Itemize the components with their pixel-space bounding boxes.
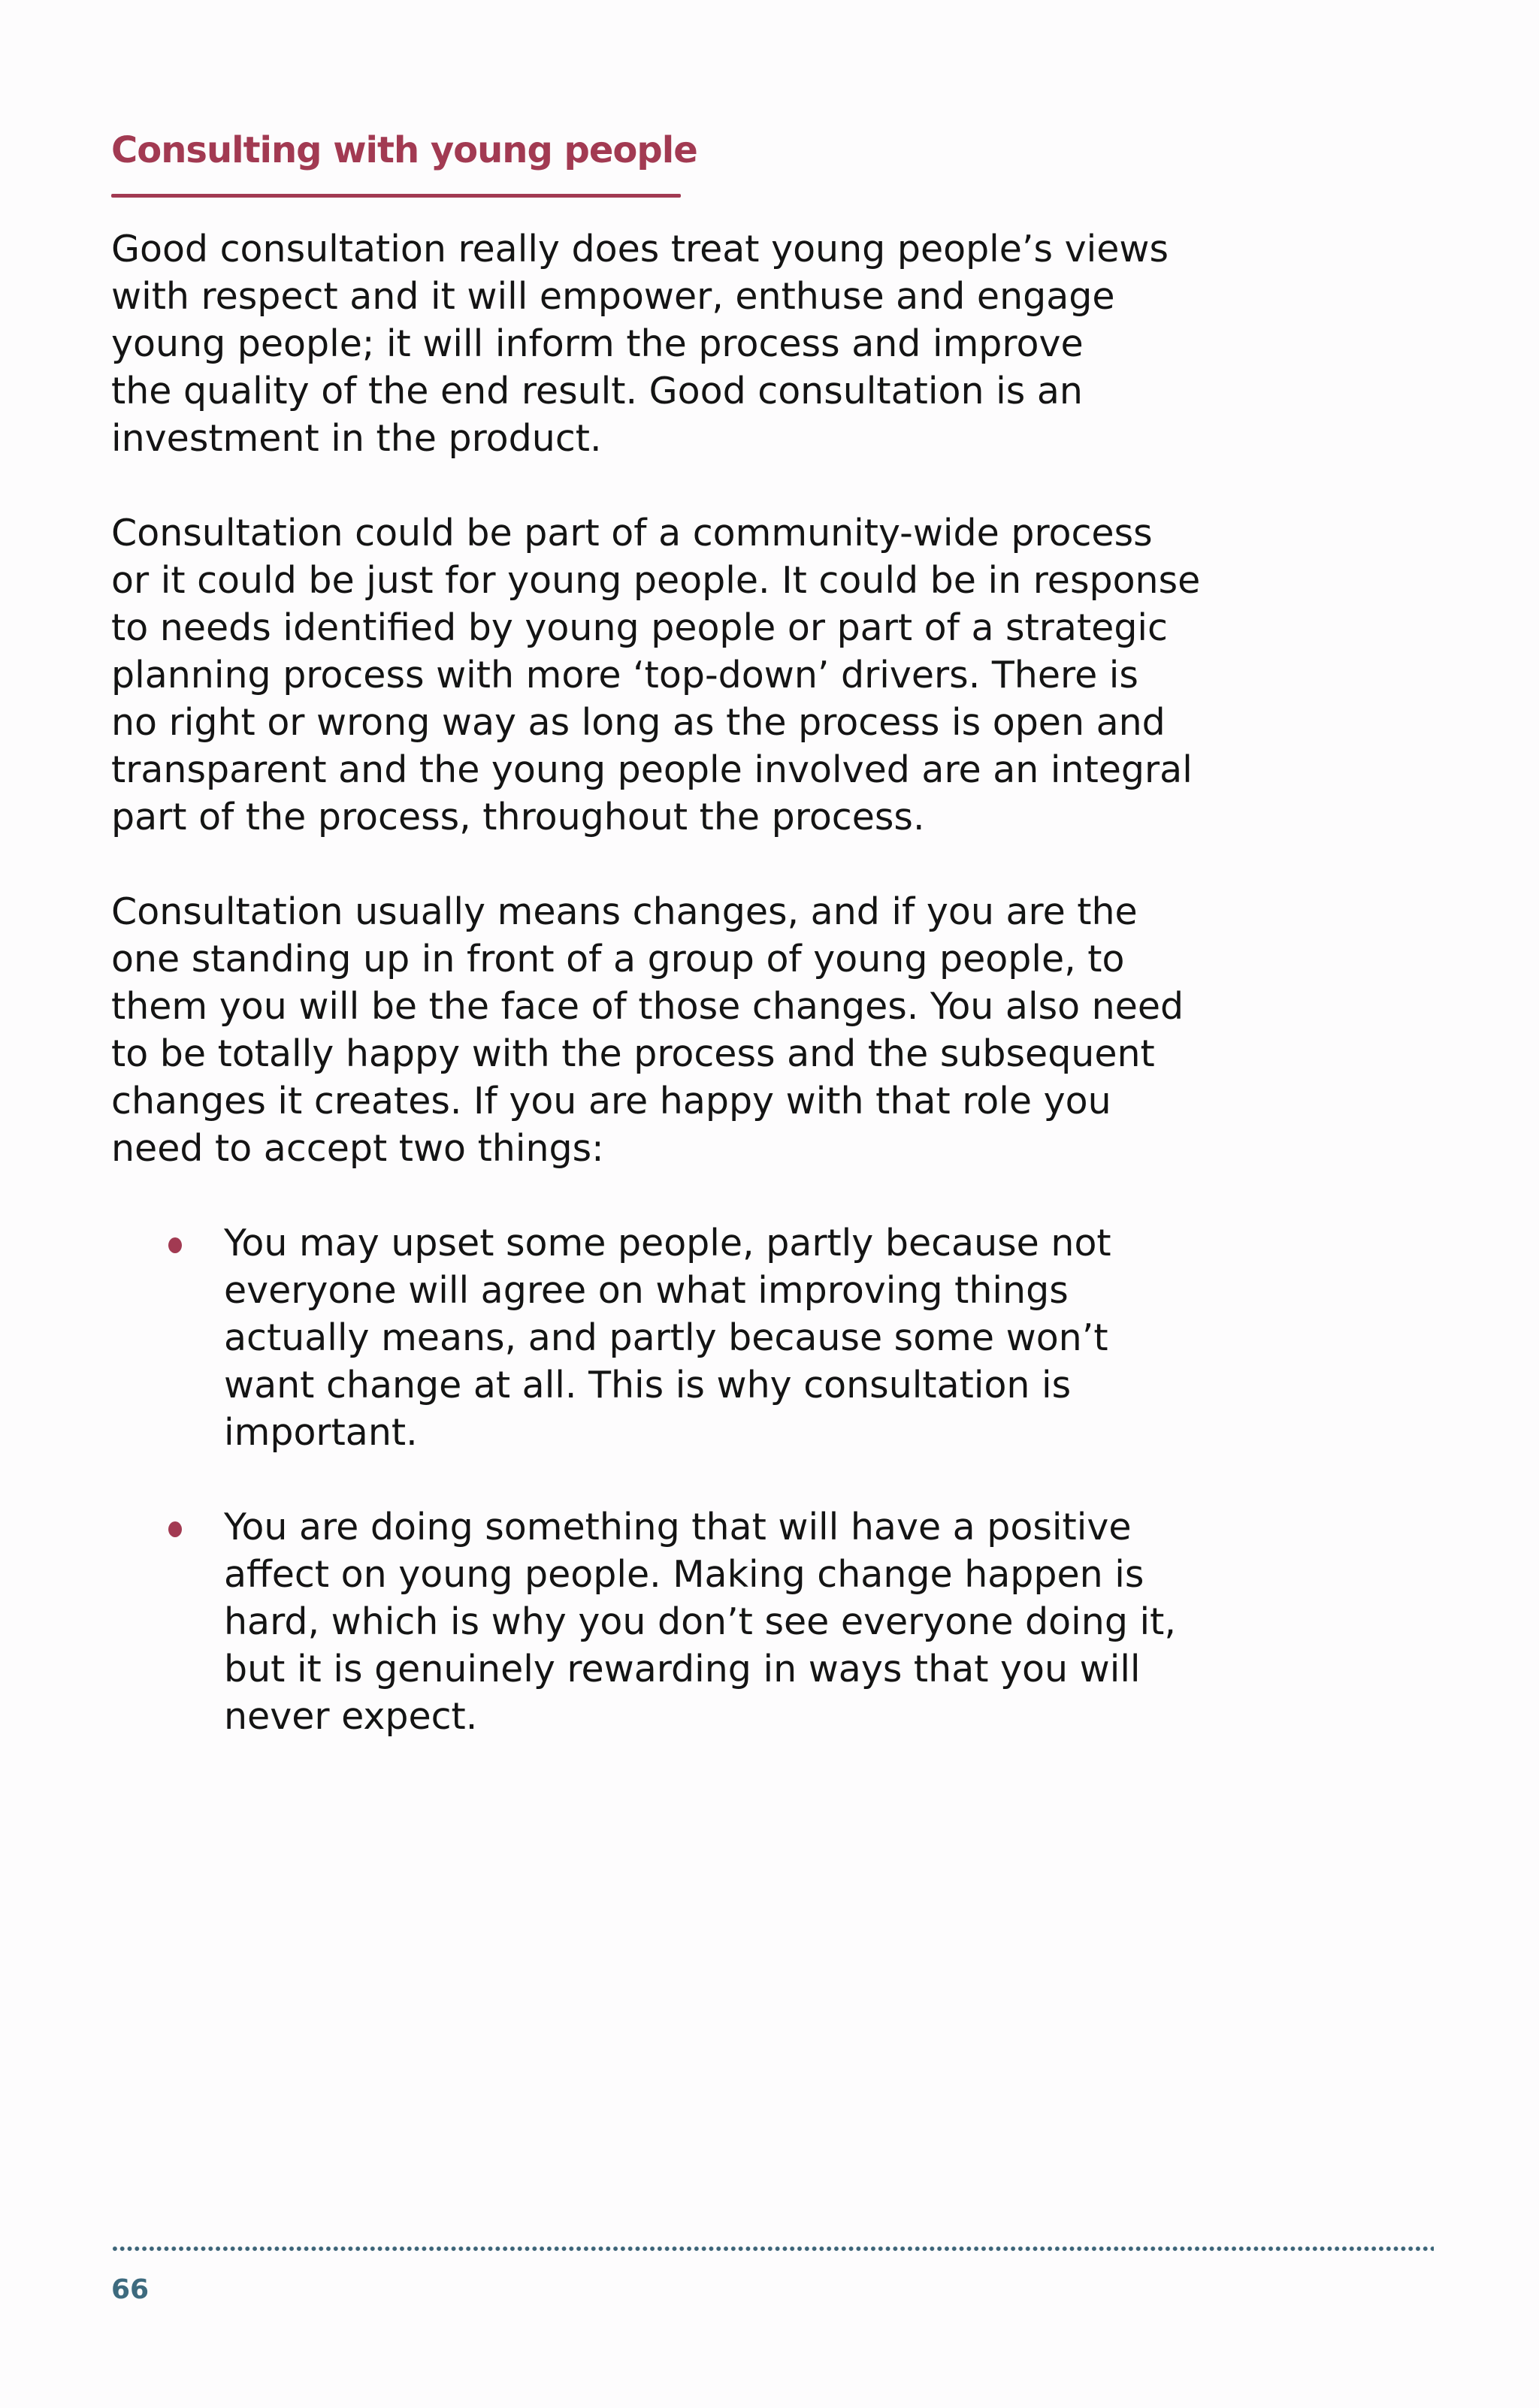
text-line: You are doing something that will have a positive — [224, 1506, 1132, 1548]
text-line: Good consultation really does treat young people’s views — [111, 228, 1169, 270]
text-line: want change at all. This is why consultation is — [224, 1364, 1072, 1406]
text-line: hard, which is why you don’t see everyone doing it, — [224, 1600, 1176, 1643]
text-line: never expect. — [224, 1695, 478, 1738]
text-line: with respect and it will empower, enthuse and engage — [111, 275, 1115, 318]
text-line: part of the process, throughout the process. — [111, 796, 925, 838]
section-heading: Consulting with young people — [111, 129, 697, 171]
text-line: the quality of the end result. Good consultation is an — [111, 370, 1083, 412]
bullet-icon — [168, 1521, 182, 1537]
text-line: important. — [224, 1411, 418, 1454]
paragraph-2 — [111, 509, 1223, 841]
body-content — [111, 225, 1223, 1787]
text-line: planning process with more ‘top-down’ drivers. There is — [111, 654, 1138, 696]
text-line: to needs identified by young people or part of a strategic — [111, 606, 1168, 649]
text-line: investment in the product. — [111, 417, 602, 460]
heading-underline — [111, 194, 681, 198]
paragraph-3 — [111, 888, 1223, 1172]
text-line: Consultation usually means changes, and if you are the — [111, 890, 1138, 933]
bullet-icon — [168, 1237, 182, 1253]
text-line: need to accept two things: — [111, 1127, 604, 1170]
text-line: Consultation could be part of a community-wide process — [111, 512, 1153, 554]
footer-dotted-divider — [111, 2244, 1434, 2253]
text-line: no right or wrong way as long as the process is open and — [111, 701, 1166, 744]
text-line: You may upset some people, partly because not — [224, 1222, 1111, 1264]
text-line: everyone will agree on what improving things — [224, 1269, 1069, 1312]
text-line: changes it creates. If you are happy with that role you — [111, 1080, 1111, 1122]
text-line: affect on young people. Making change happen is — [224, 1553, 1144, 1596]
text-line: actually means, and partly because some won’t — [224, 1316, 1108, 1359]
text-line: one standing up in front of a group of young people, to — [111, 938, 1125, 980]
text-line: or it could be just for young people. It could be in response — [111, 559, 1201, 602]
paragraph-1 — [111, 225, 1223, 462]
text-line: transparent and the young people involved are an integral — [111, 748, 1193, 791]
text-line: them you will be the face of those changes. You also need — [111, 985, 1184, 1028]
text-line: young people; it will inform the process and improve — [111, 322, 1084, 365]
page-number: 66 — [111, 2274, 150, 2305]
bullet-item-1 — [111, 1219, 1223, 1456]
text-line: to be totally happy with the process and the subsequent — [111, 1032, 1155, 1075]
bullet-item-2 — [111, 1503, 1223, 1740]
text-line: but it is genuinely rewarding in ways that you will — [224, 1648, 1141, 1690]
bullet-list — [111, 1219, 1223, 1740]
